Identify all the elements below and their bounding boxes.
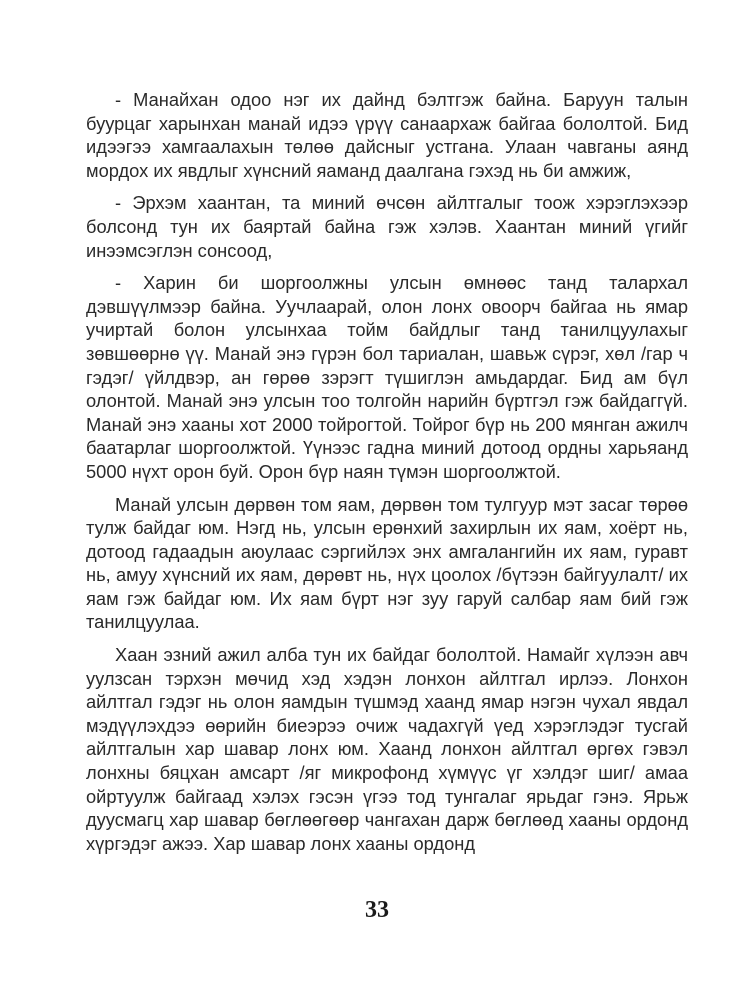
paragraph-5: Хаан эзний ажил алба тун их байдаг бололтой. Намайг хүлээн авч уулзсан тэрхэн мөчид хэд хэдэн лонхон айлтгал ирлээ. Лонхон айлтгал гэдэг нь олон яамдын түшмэд хаанд ямар нэгэн чухал явдал мэдүүлэхдээ өөрийн биеэрээ очиж чадахгүй үед хэрэглэдэг тусгай айлтгалын хар шавар лонх юм. Хаанд лонхон айлтгал өргөх гэвэл лонхны бяцхан амсарт /яг микрофонд хүмүүс үг хэлдэг шиг/ амаа ойртуулж байгаад хэлэх гэсэн үгээ тод тунгалаг ярьдаг гэнэ. Ярьж дуусмагц хар шавар бөглөөгөөр чангахан дарж бөглөөд хааны ордонд хүргэдэг ажээ. Хар шавар лонх хааны ордонд <box>86 644 688 854</box>
paragraph-3: - Харин би шоргоолжны улсын өмнөөс танд талархал дэвшүүлмээр байна. Уучлаарай, олон лонх овоорч байгаа нь ямар учиртай болон улсынхаа тойм байдлыг танд танилцуулахыг зөвшөөрнө үү. Манай энэ гүрэн бол тариалан, шавьж сүрэг, хөл /гар ч гэдэг/ үйлдвэр, ан гөрөө зэрэгт түшиглэн амьдардаг. Бид ам бүл олонтой. Манай энэ улсын тоо толгойн нарийн бүртгэл гэж байдаггүй. Манай энэ хааны хот 2000 тойрогтой. Тойрог бүр нь 200 мянган ажилч баатарлаг шоргоолжтой. Үүнээс гадна миний дотоод ордны харьяанд 5000 нүхт орон буй. Орон бүр наян түмэн шоргоолжтой. <box>86 272 688 482</box>
paragraph-2: - Эрхэм хаантан, та миний өчсөн айлтгалыг тоож хэрэглэхээр болсонд тун их баяртай байна гэж хэлэв. Хаантан миний үгийг инээмсэглэн сонсоод, <box>86 192 688 261</box>
paragraph-1: - Манайхан одоо нэг их дайнд бэлтгэж байна. Баруун талын буурцаг харынхан манай идээ үрүү санаархаж байгаа бололтой. Бид идээгээ хамгаалахын төлөө дайсныг устгана. Улаан чавганы аянд мордох их явдлыг хүнсний яаманд даалгана гэхэд нь би амжиж, <box>86 89 688 181</box>
paragraph-4: Манай улсын дөрвөн том яам, дөрвөн том тулгуур мэт засаг төрөө тулж байдаг юм. Нэгд нь, улсын ерөнхий захирлын их яам, хоёрт нь, дотоод гадаадын аюулаас сэргийлэх энх амгалангийн их яам, гуравт нь, амуу хүнсний их яам, дөрөвт нь, нүх цоолох /бүтээн байгуулалт/ их яам гэж байдаг юм. Их яам бүрт нэг зуу гаруй салбар яам бий гэж танилцуулаа. <box>86 493 688 633</box>
body-text <box>86 88 688 855</box>
page-number: 33 <box>365 897 389 923</box>
